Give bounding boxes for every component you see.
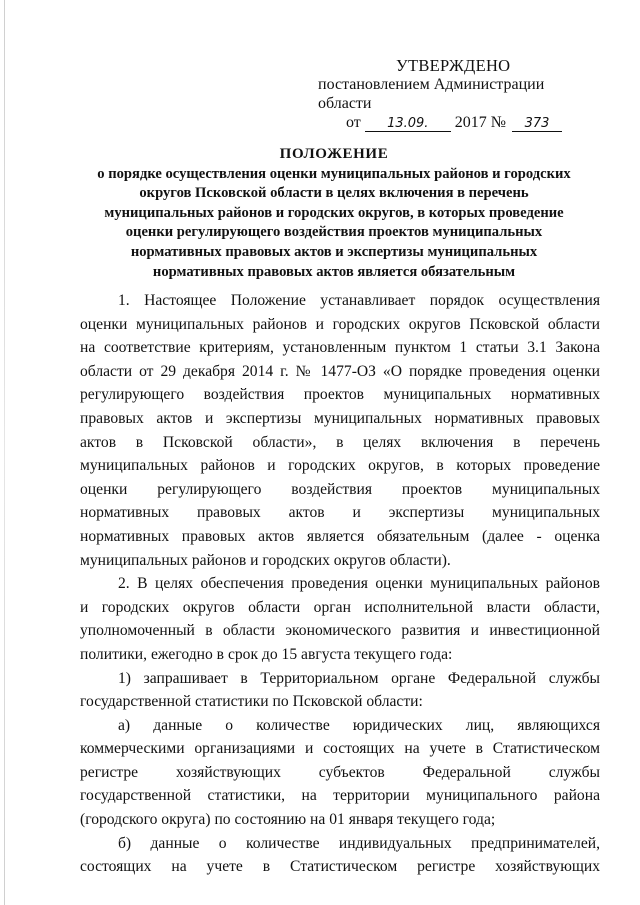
heading-line: нормативных правовых актов и экспертизы муниципальных xyxy=(130,243,538,260)
body-line: регулирующего воздействия проектов муниципальных нормативных xyxy=(80,386,600,404)
heading-line: нормативных правовых актов является обязательным xyxy=(152,263,516,280)
body-line: коммерческими организациями и состоящих на учете в Статистическом xyxy=(80,740,600,758)
date-prefix: от xyxy=(346,114,361,131)
approval-date xyxy=(346,113,600,132)
body-line: состоящих на учете в Статистическом регистре хозяйствующих xyxy=(80,858,600,876)
document-body xyxy=(80,289,600,879)
body-line: актов в Псковской области», в целях включения в перечень xyxy=(80,433,600,451)
body-line: и городских округов области орган исполнительной власти области, xyxy=(80,598,600,616)
body-line: 2. В целях обеспечения проведения оценки муниципальных районов xyxy=(118,575,600,593)
heading-line: оценки регулирующего воздействия проектов муниципальных xyxy=(125,224,543,241)
body-line: политики, ежегодно в срок до 15 августа текущего года: xyxy=(80,645,453,663)
heading-line: о порядке осуществления оценки муниципальных районов и городских xyxy=(97,165,571,182)
approval-stamp xyxy=(300,56,600,132)
body-line: (городского округа) по состоянию на 01 января текущего года; xyxy=(80,811,496,829)
date-day-handwritten: 13.09. xyxy=(365,116,451,132)
body-line: б) данные о количестве индивидуальных предпринимателей, xyxy=(118,834,600,852)
heading-line: округов Псковской области в целях включения в перечень xyxy=(139,185,529,202)
body-line: а) данные о количестве юридических лиц, являющихся xyxy=(118,716,600,734)
body-line: регистре хозяйствующих субъектов Федеральной службы xyxy=(80,763,600,781)
body-line: государственной статистики, на территории муниципального района xyxy=(80,787,600,805)
body-line: 1) запрашивает в Территориальном органе Федеральной службы xyxy=(118,669,600,687)
document-heading xyxy=(70,145,598,282)
body-line: правовых актов и экспертизы муниципальных нормативных правовых xyxy=(80,409,600,427)
body-line: государственной статистики по Псковской области: xyxy=(80,693,423,711)
heading-line: муниципальных районов и городских округов, в которых проведение xyxy=(104,204,564,221)
heading-title: ПОЛОЖЕНИЕ xyxy=(279,146,389,162)
approval-title: УТВЕРЖДЕНО xyxy=(396,56,511,75)
body-line: нормативных правовых актов и экспертизы муниципальных xyxy=(80,504,600,522)
scan-edge xyxy=(4,0,5,905)
approval-line: постановлением Администрации области xyxy=(318,76,545,112)
body-line: 1. Настоящее Положение устанавливает порядок осуществления xyxy=(118,292,600,309)
date-year: 2017 № xyxy=(454,114,507,131)
body-line: нормативных правовых актов является обязательным (далее - оценка xyxy=(80,527,600,545)
body-line: уполномоченный в области экономического развития и инвестиционной xyxy=(80,622,600,640)
body-line: оценки регулирующего воздействия проектов муниципальных xyxy=(80,480,600,498)
document-number-handwritten: 373 xyxy=(512,116,562,132)
body-line: оценки муниципальных районов и городских округов Псковской области xyxy=(80,315,600,333)
body-line: муниципальных районов и городских округов, в которых проведение xyxy=(80,457,600,475)
body-line: на соответствие критериям, установленным пунктом 1 статьи 3.1 Закона xyxy=(80,339,600,357)
body-line: муниципальных районов и городских округов области). xyxy=(80,551,451,569)
body-line: области от 29 декабря 2014 г. № 1477-ОЗ «О порядке проведения оценки xyxy=(80,362,600,380)
